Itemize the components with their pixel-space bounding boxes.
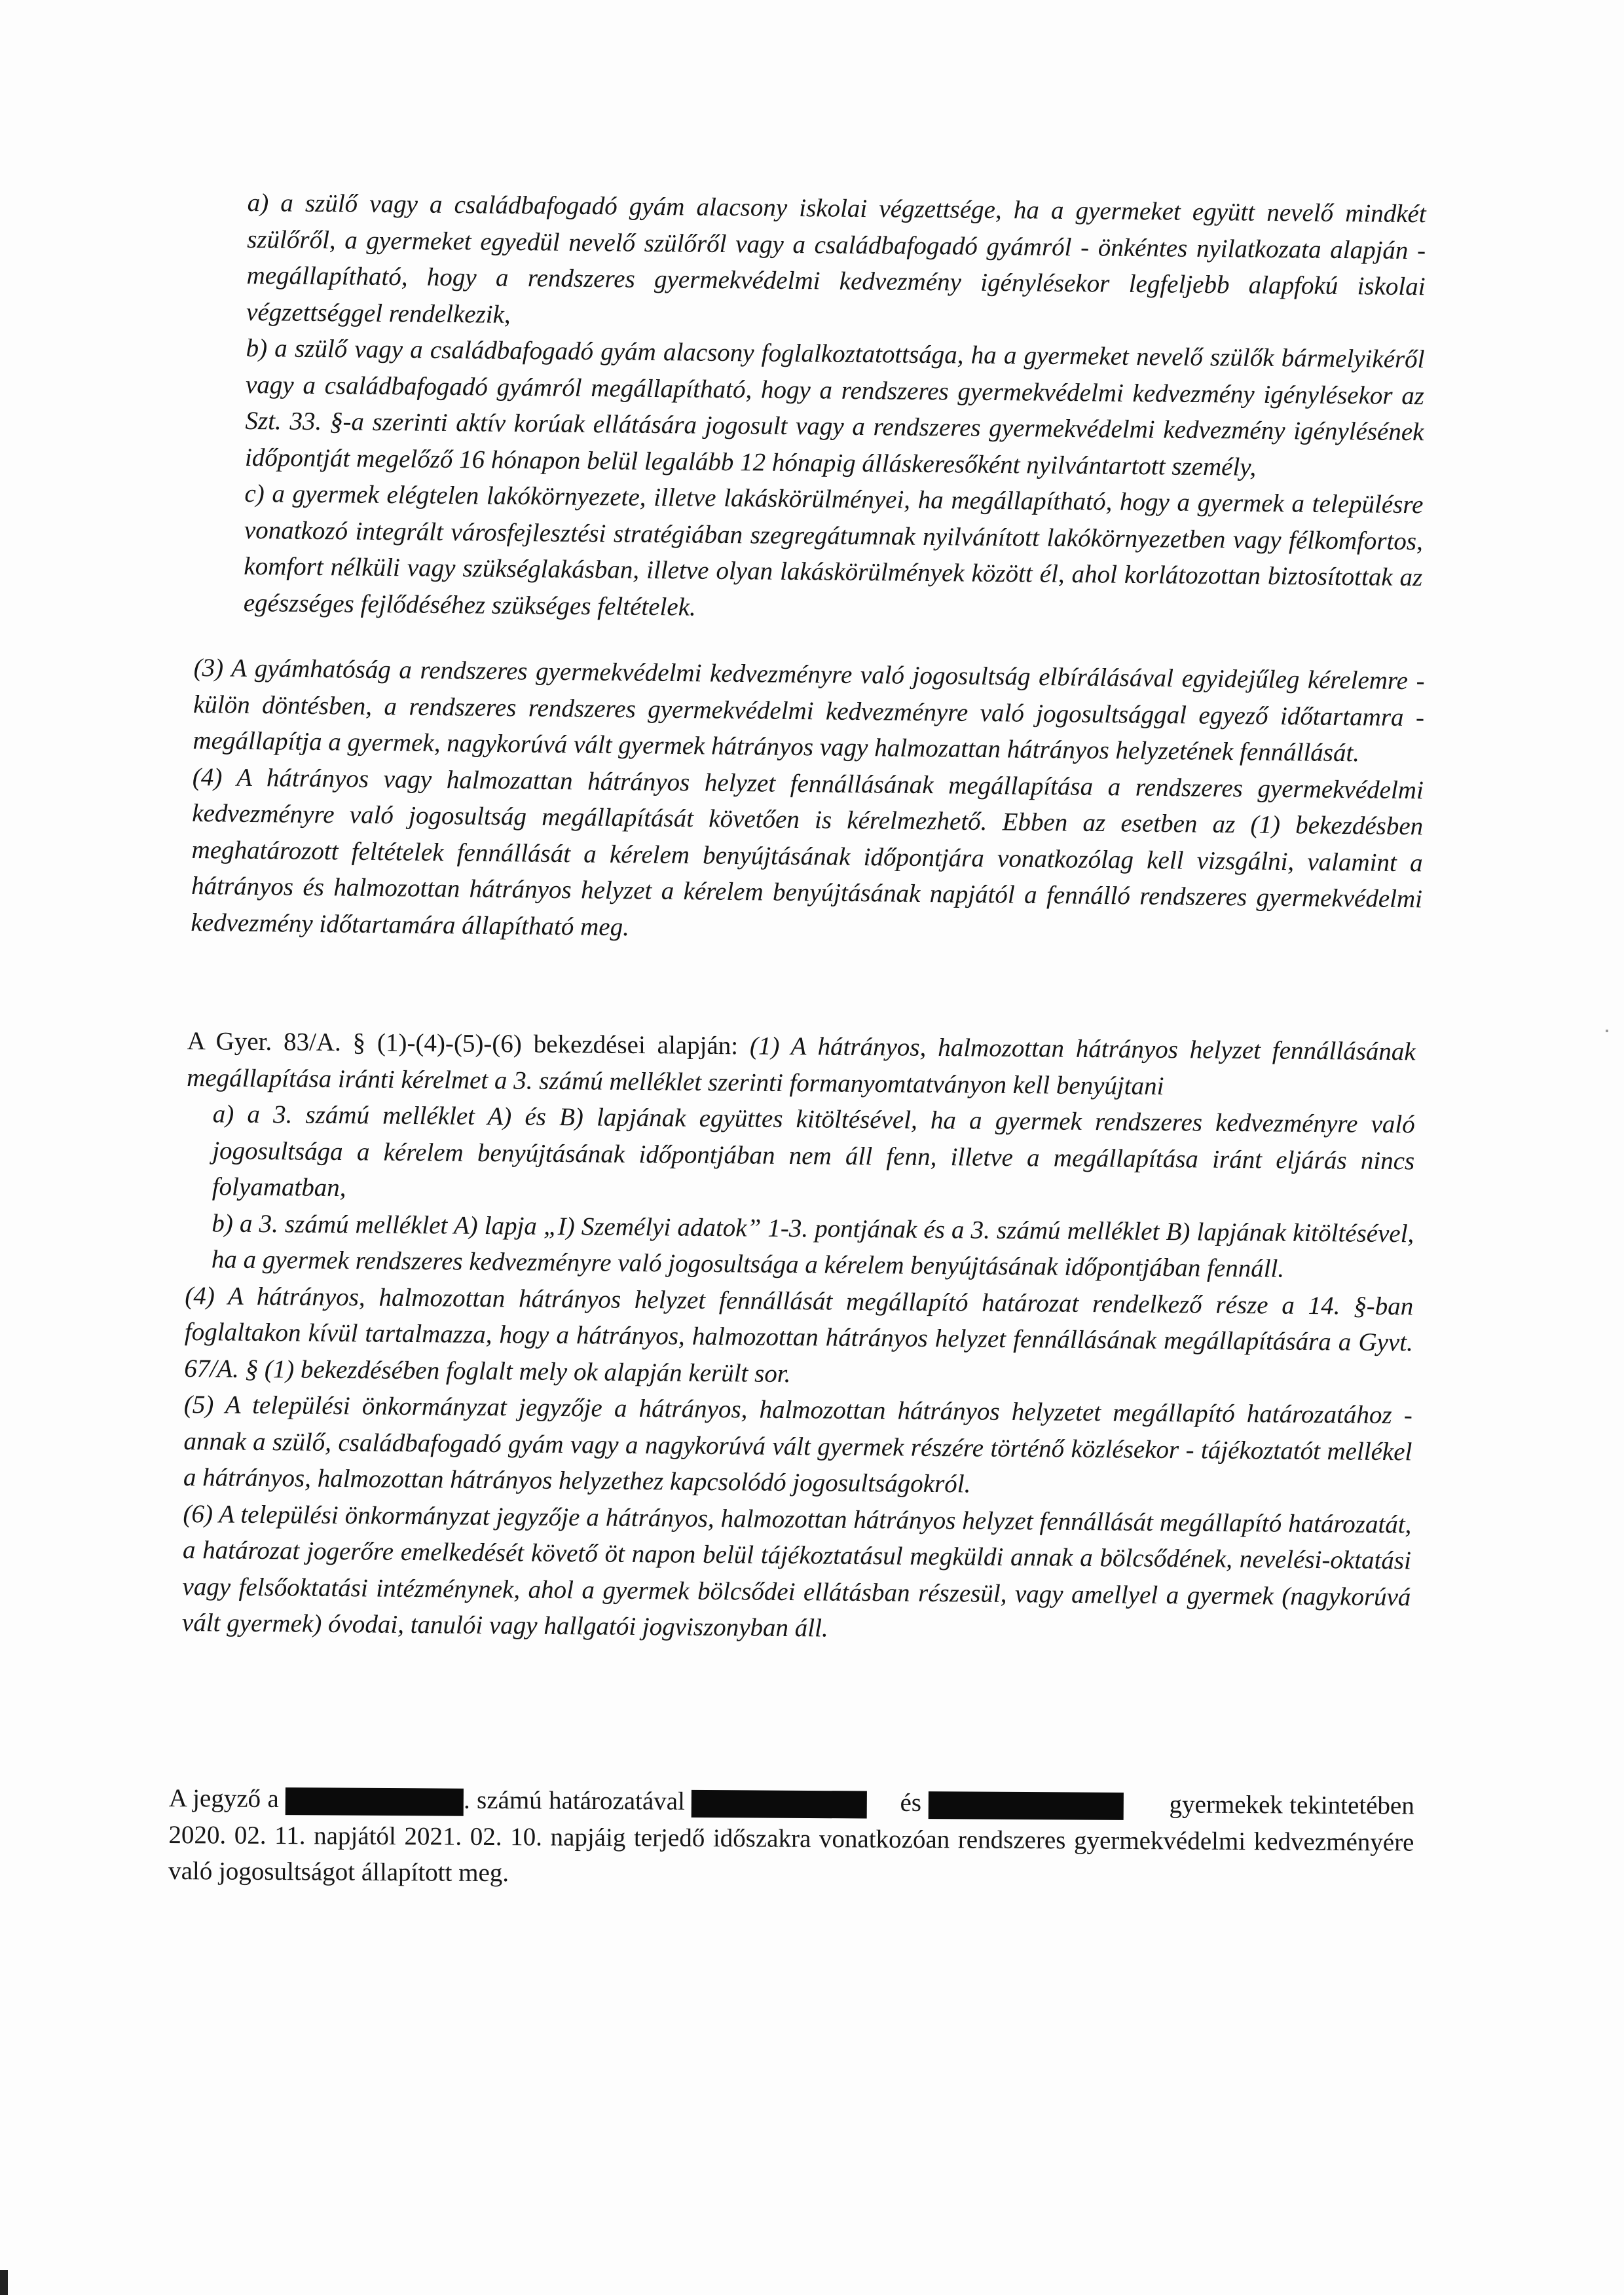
redacted-child-name-2	[928, 1791, 1123, 1820]
regulation-intro	[187, 1023, 1416, 1106]
regulation-paragraph-1: (1) A hátrányos, halmozottan hátrányos helyzet fennállásának megállapítása iránti kérelmet a 3. számú melléklet szerinti formanyomtatványon kell benyújtani	[187, 1032, 1416, 1100]
decision-statement	[168, 1780, 1414, 1897]
scan-dust-mark	[1606, 1030, 1608, 1032]
regulation-quote	[182, 1023, 1416, 1652]
regulation-reference: A Gyer. 83/A. § (1)-(4)-(5)-(6) bekezdései alapján:	[187, 1026, 750, 1060]
paragraph-3: (3) A gyámhatóság a rendszeres gyermekvédelmi kedvezményre való jogosultság elbírálásával egyidejűleg kérelemre - külön döntésben, a rendszeres rendszeres gyermekvédelmi kedvezményre való jogosultsággal egyező időtartamra - megállapítja a gyermek, nagykorúvá vált gyermek hátrányos vagy halmozattan hátrányos helyzetének fennállását.	[193, 653, 1425, 768]
criterion-b: b) a szülő vagy a családbafogadó gyám alacsony foglalkoztatottsága, ha a gyermeket nevelő szülők bármelyikéről vagy a családbafogadó gyámról megállapítható, hogy a rendszeres gyermekvédelmi kedvezmény igénylésekor az Szt. 33. §-a szerinti aktív korúak ellátására jogosult vagy a rendszeres gyermekvédelmi kedvezmény igénylésének időpontját megelőző 16 hónapon belül legalább 12 hónapig álláskeresőként nyilvántartott személy,	[244, 333, 1425, 481]
redacted-decision-number	[286, 1787, 464, 1816]
decision-text-start: A jegyző a	[168, 1784, 279, 1814]
criteria-list	[244, 185, 1426, 632]
criterion-c: c) a gyermek elégtelen lakókörnyezete, illetve lakáskörülményei, ha megállapítható, hogy a gyermek a településre vonatkozó integrált városfejlesztési stratégiában szegregátumnak nyilvánított lakókörnyezetben vagy félkomfortos, komfort nélküli vagy szükséglakásban, illetve olyan lakáskörülmények között él, ahol korlátozottan biztosítottak az egészséges fejlődéséhez szükséges feltételek.	[243, 479, 1424, 622]
regulation-paragraph-5: (5) A települési önkormányzat jegyzője a hátrányos, halmozottan hátrányos helyzetet megállapító határozatához - annak a szülő, családbafogadó gyám vagy a nagykorúvá vált gyermek részére történő közlésekor - tájékoztatót mellékel a hátrányos, halmozottan hátrányos helyzethez kapcsolódó jogosultságokról.	[183, 1390, 1413, 1499]
section-paragraphs	[191, 650, 1425, 954]
decision-text-end: tekintetében 2020. 02. 11. napjától 2021. 02. 10. napjáig terjedő időszakra vonatkozóan rendszeres gyermekvédelmi kedvezményére való jogosultságot állapított meg.	[168, 1791, 1414, 1888]
criterion-a: a) a szülő vagy a családbafogadó gyám alacsony iskolai végzettsége, ha a gyermeket együtt nevelő mindkét szülőről, a gyermeket egyedül nevelő szülőről vagy a családbafogadó gyámról - önkéntes nyilatkozata alapján - megállapítható, hogy a rendszeres gyermekvédelmi kedvezmény igénylésekor legfeljebb alapfokú iskolai végzettséggel rendelkezik,	[246, 188, 1426, 329]
scan-edge-mark	[0, 2270, 8, 2295]
regulation-point-a: a) a 3. számú melléklet A) és B) lapjának együttes kitöltésével, ha a gyermek rendszeres kedvezményre való jogosultsága a kérelem benyújtásának időpontjában nem áll fenn, illetve a megállapítása iránt eljárás nincs folyamatban,	[212, 1100, 1415, 1203]
paragraph-4: (4) A hátrányos vagy halmozattan hátrányos helyzet fennállásának megállapítása a rendszeres gyermekvédelmi kedvezményre való jogosultság megállapítását követően is kérelmezhető. Ebben az esetben az (1) bekezdésben meghatározott feltételek fennállását a kérelem benyújtásának időpontjára vonatkozólag kell vizsgálni, valamint a hátrányos és halmozottan hátrányos helyzet a kérelem benyújtásának napjától a fennálló rendszeres gyermekvédelmi kedvezmény időtartamára állapítható meg.	[191, 762, 1424, 941]
decision-text-and: és	[900, 1788, 922, 1818]
regulation-paragraph-6: (6) A települési önkormányzat jegyzője a hátrányos, halmozottan hátrányos helyzet fennállását megállapító határozatát, a határozat jogerőre emelkedését követő öt napon belül tájékoztatásul megküldi annak a bölcsődének, nevelési-oktatási vagy felsőoktatási intézménynek, ahol a gyermek bölcsődei ellátásban részesül, vagy amellyel a gyermek (nagykorúvá vált gyermek) óvodai, tanulói vagy hallgatói jogviszonyban áll.	[181, 1499, 1412, 1643]
regulation-point-b: b) a 3. számú melléklet A) lapja „I) Személyi adatok” 1-3. pontjának és a 3. számú melléklet B) lapjának kitöltésével, ha a gyermek rendszeres kedvezményre való jogosultsága a kérelem benyújtásának időpontjában fennáll.	[211, 1208, 1414, 1283]
decision-text-children: gyermekek	[1169, 1790, 1283, 1819]
decision-text-number-suffix: . számú határozatával	[463, 1785, 686, 1816]
redacted-child-name-1	[692, 1790, 867, 1819]
regulation-paragraph-4: (4) A hátrányos, halmozottan hátrányos helyzet fennállását megállapító határozat rendelkező része a 14. §-ban foglaltakon kívül tartalmazza, hogy a hátrányos, halmozottan hátrányos helyzet fennállásának megállapítására a Gyvt. 67/A. § (1) bekezdésében foglalt mely ok alapján került sor.	[184, 1281, 1414, 1388]
